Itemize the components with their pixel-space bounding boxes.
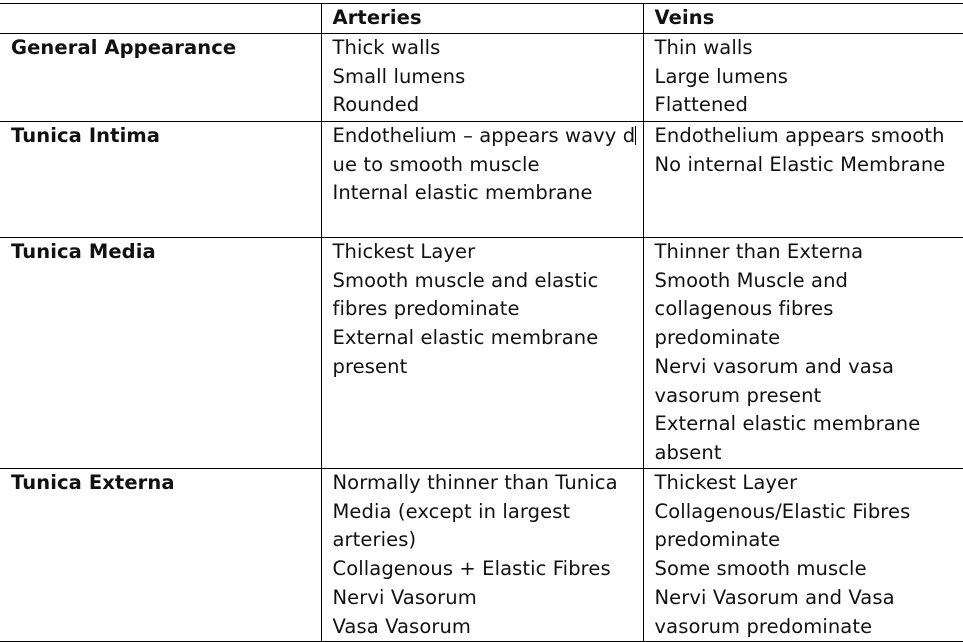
header-blank-cell[interactable]: [0, 4, 321, 34]
cell-line: Thickest Layer: [654, 471, 798, 494]
row-label-tunica-intima[interactable]: Tunica Intima: [0, 122, 321, 238]
text-before-cursor: Endothelium – appears wavy d: [332, 124, 636, 147]
cell-line: Normally thinner than Tunica Media (except in largest arteries): [332, 471, 618, 552]
table-row-tunica-intima: [0, 122, 963, 238]
header-veins[interactable]: Veins: [643, 4, 963, 34]
comparison-table: [0, 3, 963, 642]
cell-line: No internal Elastic Membrane: [654, 152, 946, 176]
cell-line: Endothelium appears smooth: [654, 124, 945, 147]
header-arteries[interactable]: Arteries: [321, 4, 643, 34]
row-label-tunica-externa[interactable]: Tunica Externa: [0, 469, 321, 642]
cell-line: Some smooth muscle: [654, 557, 867, 581]
cell-line: Flattened: [654, 93, 749, 117]
cell-line: Thickest Layer: [332, 240, 476, 263]
veins-cell-general-appearance[interactable]: [643, 34, 963, 122]
arteries-cell-tunica-intima[interactable]: [321, 122, 643, 238]
table-row-tunica-media: [0, 238, 963, 469]
text-after-cursor: ue to smooth muscle: [332, 152, 540, 176]
text-cursor: [635, 126, 636, 145]
arteries-cell-tunica-externa[interactable]: [321, 469, 643, 642]
cell-line: Thinner than Externa: [654, 240, 864, 263]
cell-line: Thick walls: [332, 36, 441, 59]
arteries-cell-tunica-media[interactable]: [321, 238, 643, 469]
cell-line: Internal elastic membrane: [332, 181, 593, 205]
cell-line: External elastic membrane present: [332, 326, 599, 378]
cell-line: Rounded: [332, 93, 420, 117]
veins-cell-tunica-externa[interactable]: [643, 469, 963, 642]
cell-line: Nervi Vasorum: [332, 585, 477, 609]
cell-line: Nervi vasorum and vasa vasorum present: [654, 354, 895, 407]
row-label-general-appearance[interactable]: General Appearance: [0, 34, 321, 122]
cell-line: Collagenous/Elastic Fibres predominate: [654, 499, 911, 552]
row-label-tunica-media[interactable]: Tunica Media: [0, 238, 321, 469]
cell-line: Smooth muscle and elastic fibres predominate: [332, 268, 599, 321]
table-row-general-appearance: [0, 34, 963, 122]
cell-line: Collagenous + Elastic Fibres: [332, 557, 611, 581]
header-row: [0, 4, 963, 34]
veins-cell-tunica-media[interactable]: [643, 238, 963, 469]
cell-line: [333, 122, 639, 179]
veins-cell-tunica-intima[interactable]: [643, 122, 963, 238]
cell-line: External elastic membrane absent: [654, 412, 921, 464]
cell-line: Smooth Muscle and collagenous fibres predominate: [654, 268, 849, 350]
cell-line: Large lumens: [654, 64, 789, 88]
cell-line: Small lumens: [332, 64, 466, 88]
table-row-tunica-externa: [0, 469, 963, 642]
cell-line: Nervi Vasorum and Vasa vasorum predominate: [654, 585, 895, 638]
arteries-cell-general-appearance[interactable]: [321, 34, 643, 122]
cell-line: Vasa Vasorum: [332, 614, 472, 638]
cell-line: Thin walls: [654, 36, 753, 59]
